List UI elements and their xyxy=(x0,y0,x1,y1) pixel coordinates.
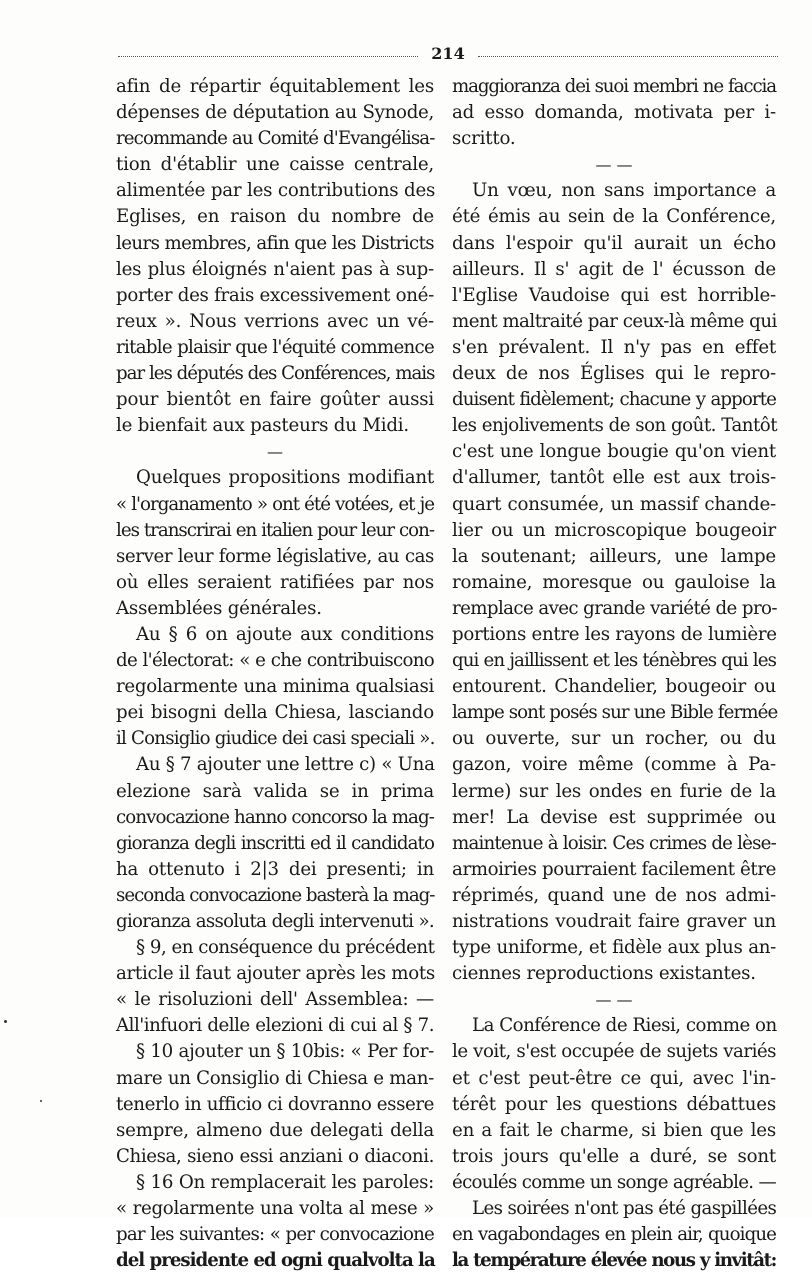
text-line: lier ou un microscopique bougeoir xyxy=(452,519,776,541)
text-line: romaine, moresque ou gauloise la xyxy=(452,571,776,593)
text-line: armoiries pourraient facilement être xyxy=(452,858,776,880)
text-line: § 10 ajouter un § 10bis: « Per for- xyxy=(136,1041,434,1063)
text-line: les transcrirai en italien pour leur con- xyxy=(116,519,434,541)
text-line: la soutenant; ailleurs, une lampe xyxy=(452,545,776,567)
text-line: les plus éloignés n'aient pas à sup- xyxy=(116,258,434,280)
text-line: dépenses de députation au Synode, xyxy=(116,102,434,124)
text-line: gioranza assoluta degli intervenuti ». xyxy=(116,911,434,932)
text-line: remplace avec grande variété de pro- xyxy=(452,597,777,619)
page-number: 214 xyxy=(431,44,465,63)
text-line: « regolarmente una volta al mese » xyxy=(116,1198,434,1220)
text-line: et c'est peut-être ce qui, avec l'in- xyxy=(452,1067,776,1089)
text-line: gazon, voire même (comme à Pa- xyxy=(452,754,776,776)
text-line: l'Eglise Vaudoise qui est horrible- xyxy=(452,284,776,306)
text-line: Assemblées générales. xyxy=(116,597,322,619)
scan-speck xyxy=(40,1100,42,1102)
text-line: del presidente ed ogni qualvolta la xyxy=(116,1250,435,1272)
text-line: elezione sarà valida se in prima xyxy=(116,780,434,802)
text-line: dans l'espoir qu'il aurait un écho xyxy=(452,232,776,254)
header-rule-right xyxy=(478,56,778,57)
left-column xyxy=(116,74,434,1274)
page-header xyxy=(118,44,778,68)
text-line: mare un Consiglio di Chiesa e man- xyxy=(116,1067,434,1089)
text-line: c'est une longue bougie qu'on vient xyxy=(452,441,776,463)
text-line: de l'électorat: « e che contribuiscono xyxy=(116,650,434,672)
right-column xyxy=(452,74,776,1274)
text-line: la température élevée nous y invitât: xyxy=(452,1250,776,1272)
text-line: scritto. xyxy=(452,128,516,150)
text-line: mer! La devise est supprimée ou xyxy=(452,806,776,828)
text-line: le voit, s'est occupée de sujets variés xyxy=(452,1041,776,1063)
text-line: duisent fidèlement; chacune y apporte xyxy=(452,389,776,411)
text-line: Les soirées n'ont pas été gaspillées xyxy=(472,1198,777,1220)
text-line: gioranza degli inscritti ed il candidato xyxy=(116,832,434,854)
text-line: type uniforme, et fidèle aux plus an- xyxy=(452,937,776,959)
text-line: pour bientôt en faire goûter aussi xyxy=(116,389,434,411)
text-line: trois jours qu'elle a duré, se sont xyxy=(452,1145,776,1167)
text-line: réprimés, quand une de nos admi- xyxy=(452,884,776,906)
text-line: il Consiglio giudice dei casi speciali ». xyxy=(116,728,435,750)
text-line: pei bisogni della Chiesa, lasciando xyxy=(116,702,434,724)
text-line: les enjolivements de son goût. Tantôt xyxy=(452,415,778,437)
text-line: All'infuori delle elezioni di cui al § 7. xyxy=(116,1015,434,1037)
text-line: La Conférence de Riesi, comme on xyxy=(472,1015,777,1037)
text-line: « l'organamento » ont été votées, et je xyxy=(116,493,434,515)
text-line: s'en prévalent. Il n'y pas en effet xyxy=(452,336,776,358)
text-line: tenerlo in ufficio ci dovranno essere xyxy=(116,1093,435,1115)
text-line: seconda convocazione basterà la mag- xyxy=(116,884,435,906)
text-line: sempre, almeno due delegati della xyxy=(116,1119,434,1141)
text-line: leurs membres, afin que les Districts xyxy=(116,232,435,254)
scan-speck xyxy=(4,1020,7,1023)
text-line: ment maltraité par ceux-là même qui xyxy=(452,310,777,332)
text-line: recommande au Comité d'Evangélisa- xyxy=(116,128,435,150)
text-line: tion d'établir une caisse centrale, xyxy=(116,154,434,176)
text-line: en a fait le charme, si bien que les xyxy=(452,1119,776,1141)
text-line: où elles seraient ratifiées par nos xyxy=(116,571,434,593)
text-line: deux de nos Églises qui le repro- xyxy=(452,363,776,385)
text-line: Au § 7 ajouter une lettre c) « Una xyxy=(136,754,435,776)
text-line: afin de répartir équitablement les xyxy=(116,76,434,97)
text-line: nistrations voudrait faire graver un xyxy=(452,911,776,932)
text-line: écoulés comme un songe agréable. — xyxy=(452,1171,776,1193)
text-line: Un vœu, non sans importance a xyxy=(472,180,776,202)
text-line: Quelques propositions modifiant xyxy=(136,467,434,489)
text-line: par les suivantes: « per convocazione xyxy=(116,1224,434,1246)
text-line: porter des frais excessivement oné- xyxy=(116,284,434,306)
text-line: convocazione hanno concorso la mag- xyxy=(116,806,434,828)
text-line: le bienfait aux pasteurs du Midi. xyxy=(116,415,410,437)
text-line: par les députés des Conférences, mais xyxy=(116,363,435,385)
text-line: été émis au sein de la Conférence, xyxy=(452,206,776,228)
text-line: qui en jaillissent et les ténèbres qui les xyxy=(452,650,776,672)
text-line: ritable plaisir que l'équité commence xyxy=(116,336,435,358)
text-line: Chiesa, sieno essi anziani o diaconi. xyxy=(116,1145,434,1167)
text-line: server leur forme législative, au cas xyxy=(116,545,434,567)
text-line: regolarmente una minima qualsiasi xyxy=(116,676,434,698)
text-line: article il faut ajouter après les mots xyxy=(116,963,435,985)
text-line: entourent. Chandelier, bougeoir ou xyxy=(452,676,776,698)
text-line: § 16 On remplacerait les paroles: xyxy=(136,1171,434,1193)
section-separator: — — xyxy=(595,990,633,1010)
section-separator: — xyxy=(267,442,283,462)
text-line: térêt pour les questions débattues xyxy=(452,1093,776,1115)
text-line: reux ». Nous verrions avec un vé- xyxy=(116,310,434,332)
text-line: « le risoluzioni dell' Assemblea: — xyxy=(116,989,434,1011)
text-line: ciennes reproductions existantes. xyxy=(452,963,756,985)
text-line: maintenue à loisir. Ces crimes de lèse- xyxy=(452,832,776,854)
text-line: § 9, en conséquence du précédent xyxy=(136,937,435,959)
text-line: alimentée par les contributions des xyxy=(116,180,436,202)
text-line: Au § 6 on ajoute aux conditions xyxy=(136,623,434,645)
header-rule-left xyxy=(118,56,418,57)
text-line: quart consumée, un massif chande- xyxy=(452,493,776,515)
text-line: lampe sont posés sur une Bible fermée xyxy=(452,702,778,724)
text-line: en vagabondages en plein air, quoique xyxy=(452,1224,776,1246)
text-line: lerme) sur les ondes en furie de la xyxy=(452,780,776,802)
text-line: maggioranza dei suoi membri ne faccia xyxy=(452,76,776,97)
text-line: ha ottenuto i 2|3 dei presenti; in xyxy=(116,858,434,880)
text-line: ou ouverte, sur un rocher, ou du xyxy=(452,728,776,750)
text-line: portions entre les rayons de lumière xyxy=(452,623,777,645)
text-line: ailleurs. Il s' agit de l' écusson de xyxy=(452,258,776,280)
text-line: d'allumer, tantôt elle est aux trois- xyxy=(452,467,776,489)
text-line: ad esso domanda, motivata per i- xyxy=(452,102,776,124)
text-line: Eglises, en raison du nombre de xyxy=(116,206,434,228)
section-separator: — — xyxy=(595,155,633,175)
